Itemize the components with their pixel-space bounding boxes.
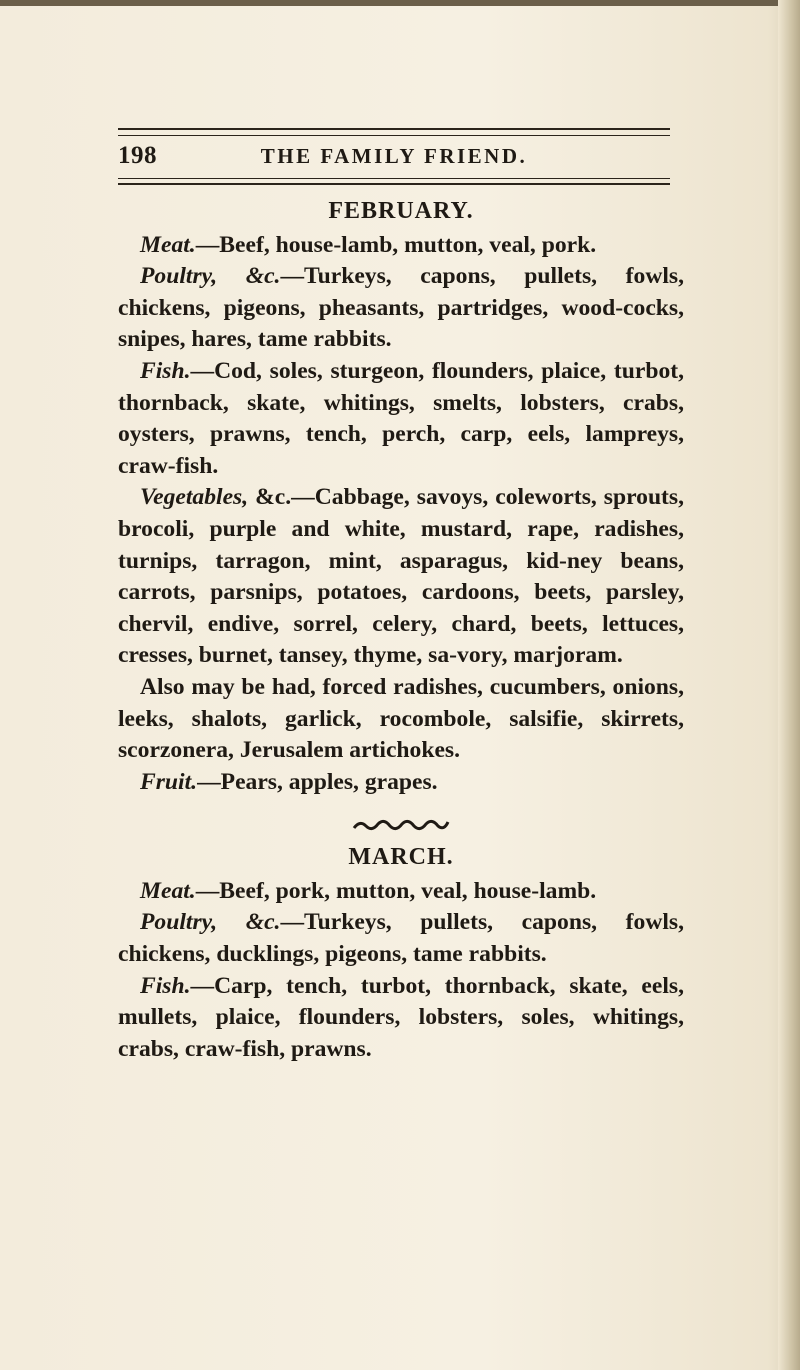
category-label: Meat. bbox=[140, 877, 196, 904]
category-label: Fruit. bbox=[140, 768, 198, 795]
page-top-edge bbox=[0, 0, 790, 6]
march-poultry-paragraph bbox=[118, 907, 684, 970]
category-text: —Beef, house-lamb, mutton, veal, pork. bbox=[195, 231, 597, 258]
category-text: —Beef, pork, mutton, veal, house-lamb. bbox=[195, 877, 597, 904]
category-text: Also may be had, forced radishes, cucumbers, onions, leeks, shalots, garlick, rocombole, salsifie, skirrets, scorzonera, Jerusalem artichokes. bbox=[118, 673, 684, 764]
category-text: —Cod, soles, sturgeon, flounders, plaice, turbot, thornback, skate, whitings, smelts, lobsters, crabs, oysters, prawns, tench, perch, carp, eels, lampreys, craw-fish. bbox=[118, 357, 684, 479]
february-poultry-paragraph bbox=[118, 261, 684, 356]
category-label: Fish. bbox=[140, 357, 191, 384]
category-text: —Turkeys, pullets, capons, fowls, chickens, ducklings, pigeons, tame rabbits. bbox=[118, 909, 684, 968]
february-also-paragraph bbox=[118, 672, 684, 767]
category-label: Fish. bbox=[140, 972, 191, 999]
february-heading: FEBRUARY. bbox=[328, 198, 474, 224]
category-label: Meat. bbox=[140, 231, 196, 258]
wavy-rule-ornament-icon bbox=[352, 818, 450, 832]
february-meat-paragraph bbox=[118, 230, 684, 262]
running-title: THE FAMILY FRIEND. bbox=[260, 144, 528, 168]
category-text: —Pears, apples, grapes. bbox=[197, 768, 438, 795]
section-ornament bbox=[118, 798, 684, 842]
running-head bbox=[118, 142, 670, 176]
february-fruit-paragraph bbox=[118, 767, 684, 799]
february-vegetables-paragraph bbox=[118, 482, 684, 672]
category-label: Poultry, &c. bbox=[140, 263, 281, 290]
category-label: Vegetables, bbox=[140, 484, 249, 511]
page-spine-shadow bbox=[778, 0, 800, 1370]
page-body bbox=[118, 196, 684, 1065]
category-label: Poultry, &c. bbox=[140, 909, 281, 936]
march-meat-paragraph bbox=[118, 876, 684, 908]
march-heading: MARCH. bbox=[348, 844, 454, 871]
header-rule bbox=[118, 128, 670, 130]
header-rule bbox=[118, 135, 670, 136]
header-rule bbox=[118, 183, 670, 185]
category-text: &c.—Cabbage, savoys, coleworts, sprouts, brocoli, purple and white, mustard, rape, radishes, turnips, tarragon, mint, asparagus, kid-ney beans, carrots, parsnips, potatoes, cardoons, beets, parsley, chervil, endive, sorrel, celery, chard, beets, lettuces, cresses, burnet, tansey, thyme, sa-vory, marjoram. bbox=[118, 484, 684, 669]
header-rule bbox=[118, 178, 670, 179]
march-fish-paragraph bbox=[118, 971, 684, 1066]
february-fish-paragraph bbox=[118, 356, 684, 482]
page-number: 198 bbox=[118, 142, 157, 169]
category-text: —Carp, tench, turbot, thornback, skate, eels, mullets, plaice, flounders, lobsters, soles, whitings, crabs, craw-fish, prawns. bbox=[118, 972, 684, 1062]
category-text: —Turkeys, capons, pullets, fowls, chickens, pigeons, pheasants, partridges, wood-cocks, snipes, hares, tame rabbits. bbox=[118, 263, 684, 353]
